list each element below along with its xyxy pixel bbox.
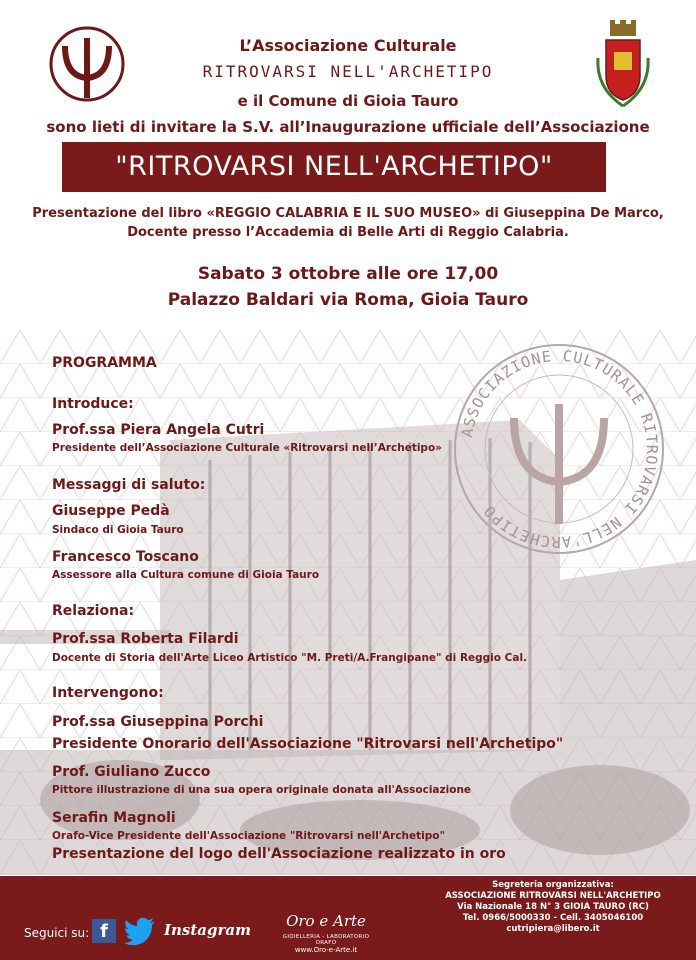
oro-e-arte-logo <box>276 912 376 954</box>
invitation-line: sono lieti di invitare la S.V. all’Inaugurazione ufficiale dell’Associazione <box>46 118 650 136</box>
association-seal <box>448 338 670 560</box>
logo-presentation: Presentazione del logo dell'Associazione realizzato in oro <box>52 846 506 862</box>
event-place: Palazzo Baldari via Roma, Gioia Tauro <box>167 290 529 310</box>
speaker-cutri-name: Prof.ssa Piera Angela Cutri <box>52 422 265 438</box>
speaker-toscano-name: Francesco Toscano <box>52 549 199 565</box>
facebook-icon[interactable]: f <box>92 919 116 943</box>
speaker-zucco-role: Pittore illustrazione di una sua opera originale donata all'Associazione <box>52 784 472 796</box>
seal-text: ASSOCIAZIONE CULTURALE RITROVARSI NELL'ARCHETIPO <box>457 346 662 552</box>
speaker-filardi-name: Prof.ssa Roberta Filardi <box>52 631 239 647</box>
instagram-link[interactable]: Instagram <box>164 921 251 939</box>
association-intro: L’Associazione Culturale <box>239 36 457 55</box>
secretariat-phone: Tel. 0966/5000330 - Cell. 3405046100 <box>462 913 644 923</box>
speaker-peda-name: Giuseppe Pedà <box>52 503 170 519</box>
speaker-peda-role: Sindaco di Gioia Tauro <box>52 524 184 536</box>
oro-subtitle: GIOIELLERIA - LABORATORIO ORAFO <box>282 934 370 946</box>
speaker-porchi-role: Presidente Onorario dell'Associazione "Ritrovarsi nell'Archetipo" <box>52 736 564 752</box>
title-banner: "RITROVARSI NELL'ARCHETIPO" <box>62 142 606 192</box>
intervengono-heading: Intervengono: <box>52 685 164 701</box>
speaker-magnoli-name: Serafin Magnoli <box>52 810 176 826</box>
footer-bar <box>0 876 696 960</box>
speaker-cutri-role: Presidente dell’Associazione Culturale «Ritrovarsi nell’Archetipo» <box>52 442 442 454</box>
speaker-magnoli-role: Orafo-Vice Presidente dell'Associazione "Ritrovarsi nell'Archetipo" <box>52 830 445 842</box>
speaker-zucco-name: Prof. Giuliano Zucco <box>52 764 211 780</box>
secretariat-title: Segreteria organizzativa: <box>492 880 614 890</box>
relaziona-heading: Relaziona: <box>52 603 135 619</box>
speaker-toscano-role: Assessore alla Cultura comune di Gioia Tauro <box>52 569 320 581</box>
twitter-icon[interactable] <box>124 917 156 945</box>
secretariat-info <box>430 880 676 935</box>
secretariat-address: Via Nazionale 18 N° 3 GIOIA TAURO (RC) <box>457 902 649 912</box>
messaggi-heading: Messaggi di saluto: <box>52 477 206 493</box>
introduce-heading: Introduce: <box>52 396 134 412</box>
oro-title: Oro e Arte <box>286 912 366 930</box>
secretariat-email[interactable]: cutripiera@libero.it <box>506 924 600 934</box>
speaker-porchi-name: Prof.ssa Giuseppina Porchi <box>52 714 264 730</box>
book-presentation-line1: Presentazione del libro «REGGIO CALABRIA E IL SUO MUSEO» di Giuseppina De Marco, <box>32 206 664 221</box>
association-name-stylized: RITROVARSI NELL'ARCHETIPO <box>202 62 494 81</box>
event-datetime: Sabato 3 ottobre alle ore 17,00 <box>197 264 499 284</box>
follow-us-label: Seguici su: <box>24 926 90 940</box>
speaker-filardi-role: Docente di Storia dell'Arte Liceo Artistico "M. Preti/A.Frangipane" di Reggio Cal. <box>52 652 528 664</box>
book-presentation-line2: Docente presso l’Accademia di Belle Arti di Reggio Calabria. <box>127 225 569 240</box>
oro-website[interactable]: www.Oro-e-Arte.it <box>294 946 358 954</box>
comune-line: e il Comune di Gioia Tauro <box>237 92 459 110</box>
program-title: PROGRAMMA <box>52 355 157 371</box>
secretariat-name: ASSOCIAZIONE RITROVARSI NELL'ARCHETIPO <box>445 891 661 901</box>
